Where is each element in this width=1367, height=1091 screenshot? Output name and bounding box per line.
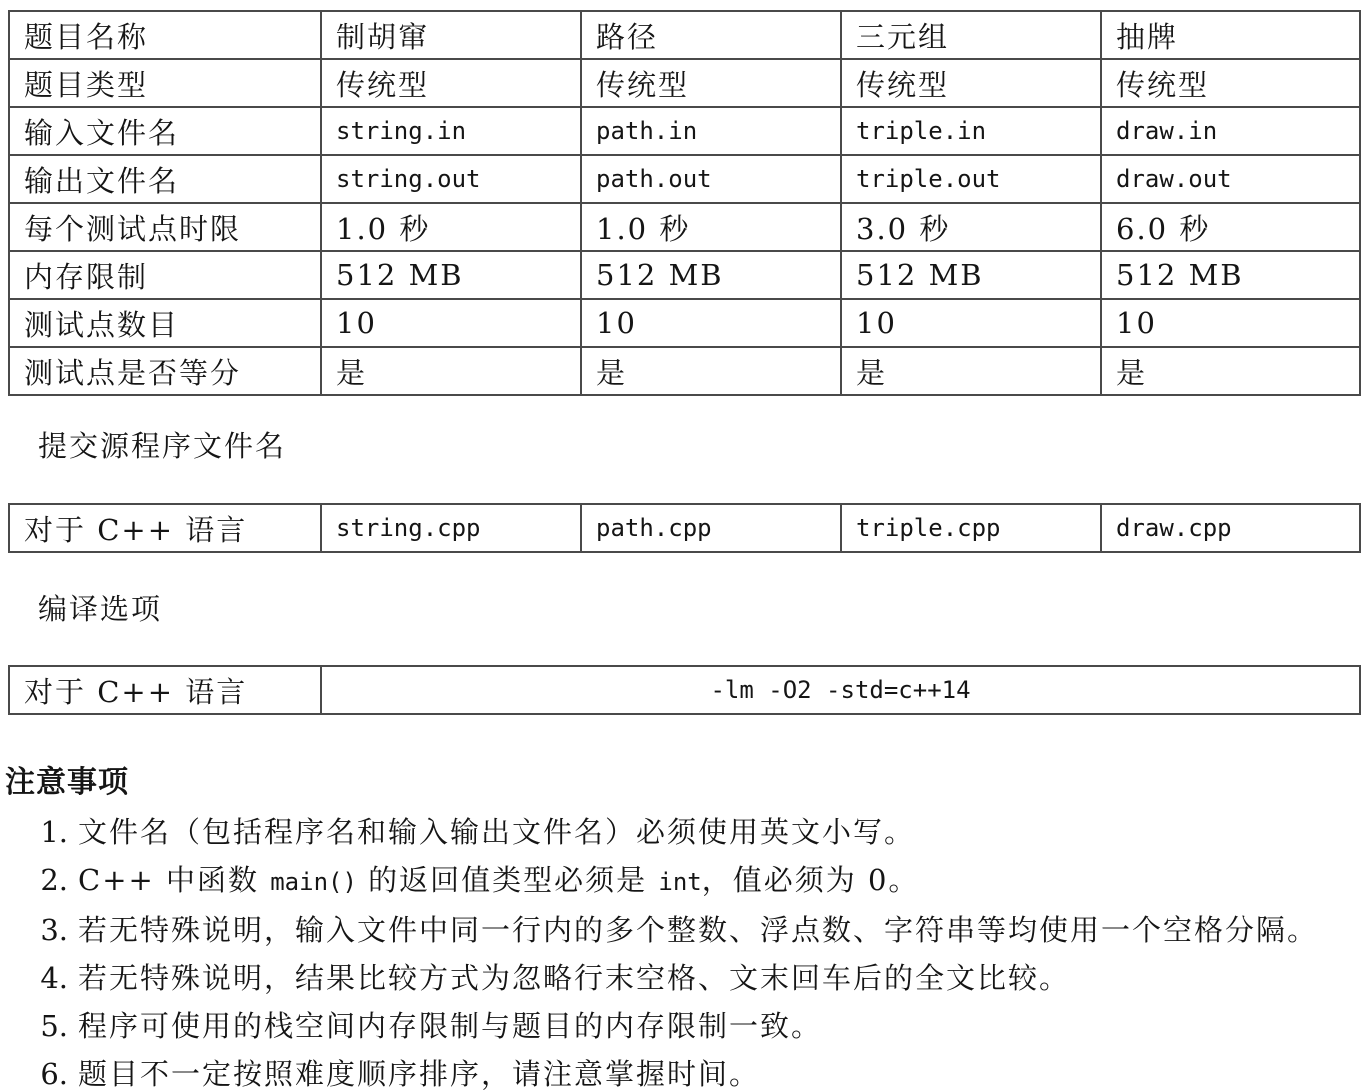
- cell-value: 10: [841, 299, 1101, 347]
- notes-list: [0, 816, 1367, 1090]
- cell-value: 三元组: [841, 11, 1101, 59]
- problem-info-table: [8, 10, 1361, 396]
- cell-value: draw.out: [1101, 155, 1360, 203]
- cell-value: 512 MB: [841, 251, 1101, 299]
- compile-options-table-body: [9, 666, 1360, 714]
- note-number: 4.: [40, 961, 68, 995]
- note-text-fragment: 文件名（包括程序名和输入输出文件名）必须使用英文小写。: [78, 815, 916, 849]
- cell-value: 是: [321, 347, 581, 395]
- source-file-row: [9, 504, 1360, 552]
- note-text-fragment: 的返回值类型必须是: [356, 863, 659, 897]
- cell-value: 1.0 秒: [581, 203, 841, 251]
- cell-value: 是: [1101, 347, 1360, 395]
- cell-value: string.out: [321, 155, 581, 203]
- cell-value: triple.cpp: [841, 504, 1101, 552]
- cell-value: 512 MB: [1101, 251, 1360, 299]
- note-item: [0, 962, 1367, 994]
- cell-value: draw.cpp: [1101, 504, 1360, 552]
- note-number: 2.: [40, 863, 68, 897]
- note-item: [0, 1010, 1367, 1042]
- cell-value: 10: [1101, 299, 1360, 347]
- note-text: [78, 1010, 822, 1042]
- row-label: 输入文件名: [9, 107, 321, 155]
- cell-value: 传统型: [321, 59, 581, 107]
- note-text-fragment: C++ 中函数: [78, 863, 271, 897]
- cell-value: 传统型: [1101, 59, 1360, 107]
- row-label: 每个测试点时限: [9, 203, 321, 251]
- cell-value: 10: [581, 299, 841, 347]
- info-table-row: [9, 11, 1360, 59]
- problem-info-table-body: [9, 11, 1360, 395]
- info-table-row: [9, 59, 1360, 107]
- source-file-heading: 提交源程序文件名: [38, 429, 287, 463]
- row-label: 对于 C++ 语言: [9, 504, 321, 552]
- cell-value: 抽牌: [1101, 11, 1360, 59]
- cell-value: 传统型: [841, 59, 1101, 107]
- compile-options-row: [9, 666, 1360, 714]
- info-table-row: [9, 251, 1360, 299]
- compile-options-value: -lm -O2 -std=c++14: [321, 666, 1360, 714]
- note-item: [0, 816, 1367, 848]
- notes-heading: 注意事项: [5, 765, 129, 800]
- row-label: 内存限制: [9, 251, 321, 299]
- note-text: [78, 962, 1070, 994]
- info-table-row: [9, 203, 1360, 251]
- note-number: 1.: [40, 815, 68, 849]
- cell-value: 512 MB: [581, 251, 841, 299]
- compile-options-table: [8, 665, 1361, 715]
- cell-value: string.in: [321, 107, 581, 155]
- cell-value: triple.out: [841, 155, 1101, 203]
- row-label: 对于 C++ 语言: [9, 666, 321, 714]
- cell-value: 1.0 秒: [321, 203, 581, 251]
- note-item: [0, 914, 1367, 946]
- note-text-fragment: 题目不一定按照难度顺序排序，请注意掌握时间。: [78, 1057, 761, 1091]
- row-label: 测试点是否等分: [9, 347, 321, 395]
- note-text: [78, 914, 1318, 946]
- note-code-fragment: int: [658, 868, 702, 896]
- info-table-row: [9, 299, 1360, 347]
- note-text-fragment: 若无特殊说明，结果比较方式为忽略行末空格、文末回车后的全文比较。: [78, 961, 1071, 995]
- note-text-fragment: 程序可使用的栈空间内存限制与题目的内存限制一致。: [78, 1009, 823, 1043]
- note-text-fragment: ，值必须为 0。: [701, 863, 920, 897]
- cell-value: path.cpp: [581, 504, 841, 552]
- note-text-fragment: 若无特殊说明，输入文件中同一行内的多个整数、浮点数、字符串等均使用一个空格分隔。: [78, 913, 1319, 947]
- note-item: [0, 1058, 1367, 1090]
- note-item: [0, 864, 1367, 898]
- cell-value: 传统型: [581, 59, 841, 107]
- cell-value: draw.in: [1101, 107, 1360, 155]
- note-number: 6.: [40, 1057, 68, 1091]
- row-label: 题目名称: [9, 11, 321, 59]
- info-table-row: [9, 107, 1360, 155]
- cell-value: string.cpp: [321, 504, 581, 552]
- note-code-fragment: main(): [270, 868, 357, 896]
- row-label: 测试点数目: [9, 299, 321, 347]
- note-number: 5.: [40, 1009, 68, 1043]
- note-text: [78, 864, 919, 898]
- cell-value: 是: [841, 347, 1101, 395]
- info-table-row: [9, 347, 1360, 395]
- cell-value: 制胡窜: [321, 11, 581, 59]
- cell-value: 路径: [581, 11, 841, 59]
- cell-value: 是: [581, 347, 841, 395]
- row-label: 题目类型: [9, 59, 321, 107]
- source-file-table: [8, 503, 1361, 553]
- note-text: [78, 1058, 760, 1090]
- compile-options-heading: 编译选项: [38, 592, 163, 626]
- cell-value: triple.in: [841, 107, 1101, 155]
- cell-value: 512 MB: [321, 251, 581, 299]
- note-number: 3.: [40, 913, 68, 947]
- source-file-table-body: [9, 504, 1360, 552]
- info-table-row: [9, 155, 1360, 203]
- cell-value: 10: [321, 299, 581, 347]
- row-label: 输出文件名: [9, 155, 321, 203]
- cell-value: path.out: [581, 155, 841, 203]
- cell-value: 6.0 秒: [1101, 203, 1360, 251]
- note-text: [78, 816, 915, 848]
- cell-value: 3.0 秒: [841, 203, 1101, 251]
- cell-value: path.in: [581, 107, 841, 155]
